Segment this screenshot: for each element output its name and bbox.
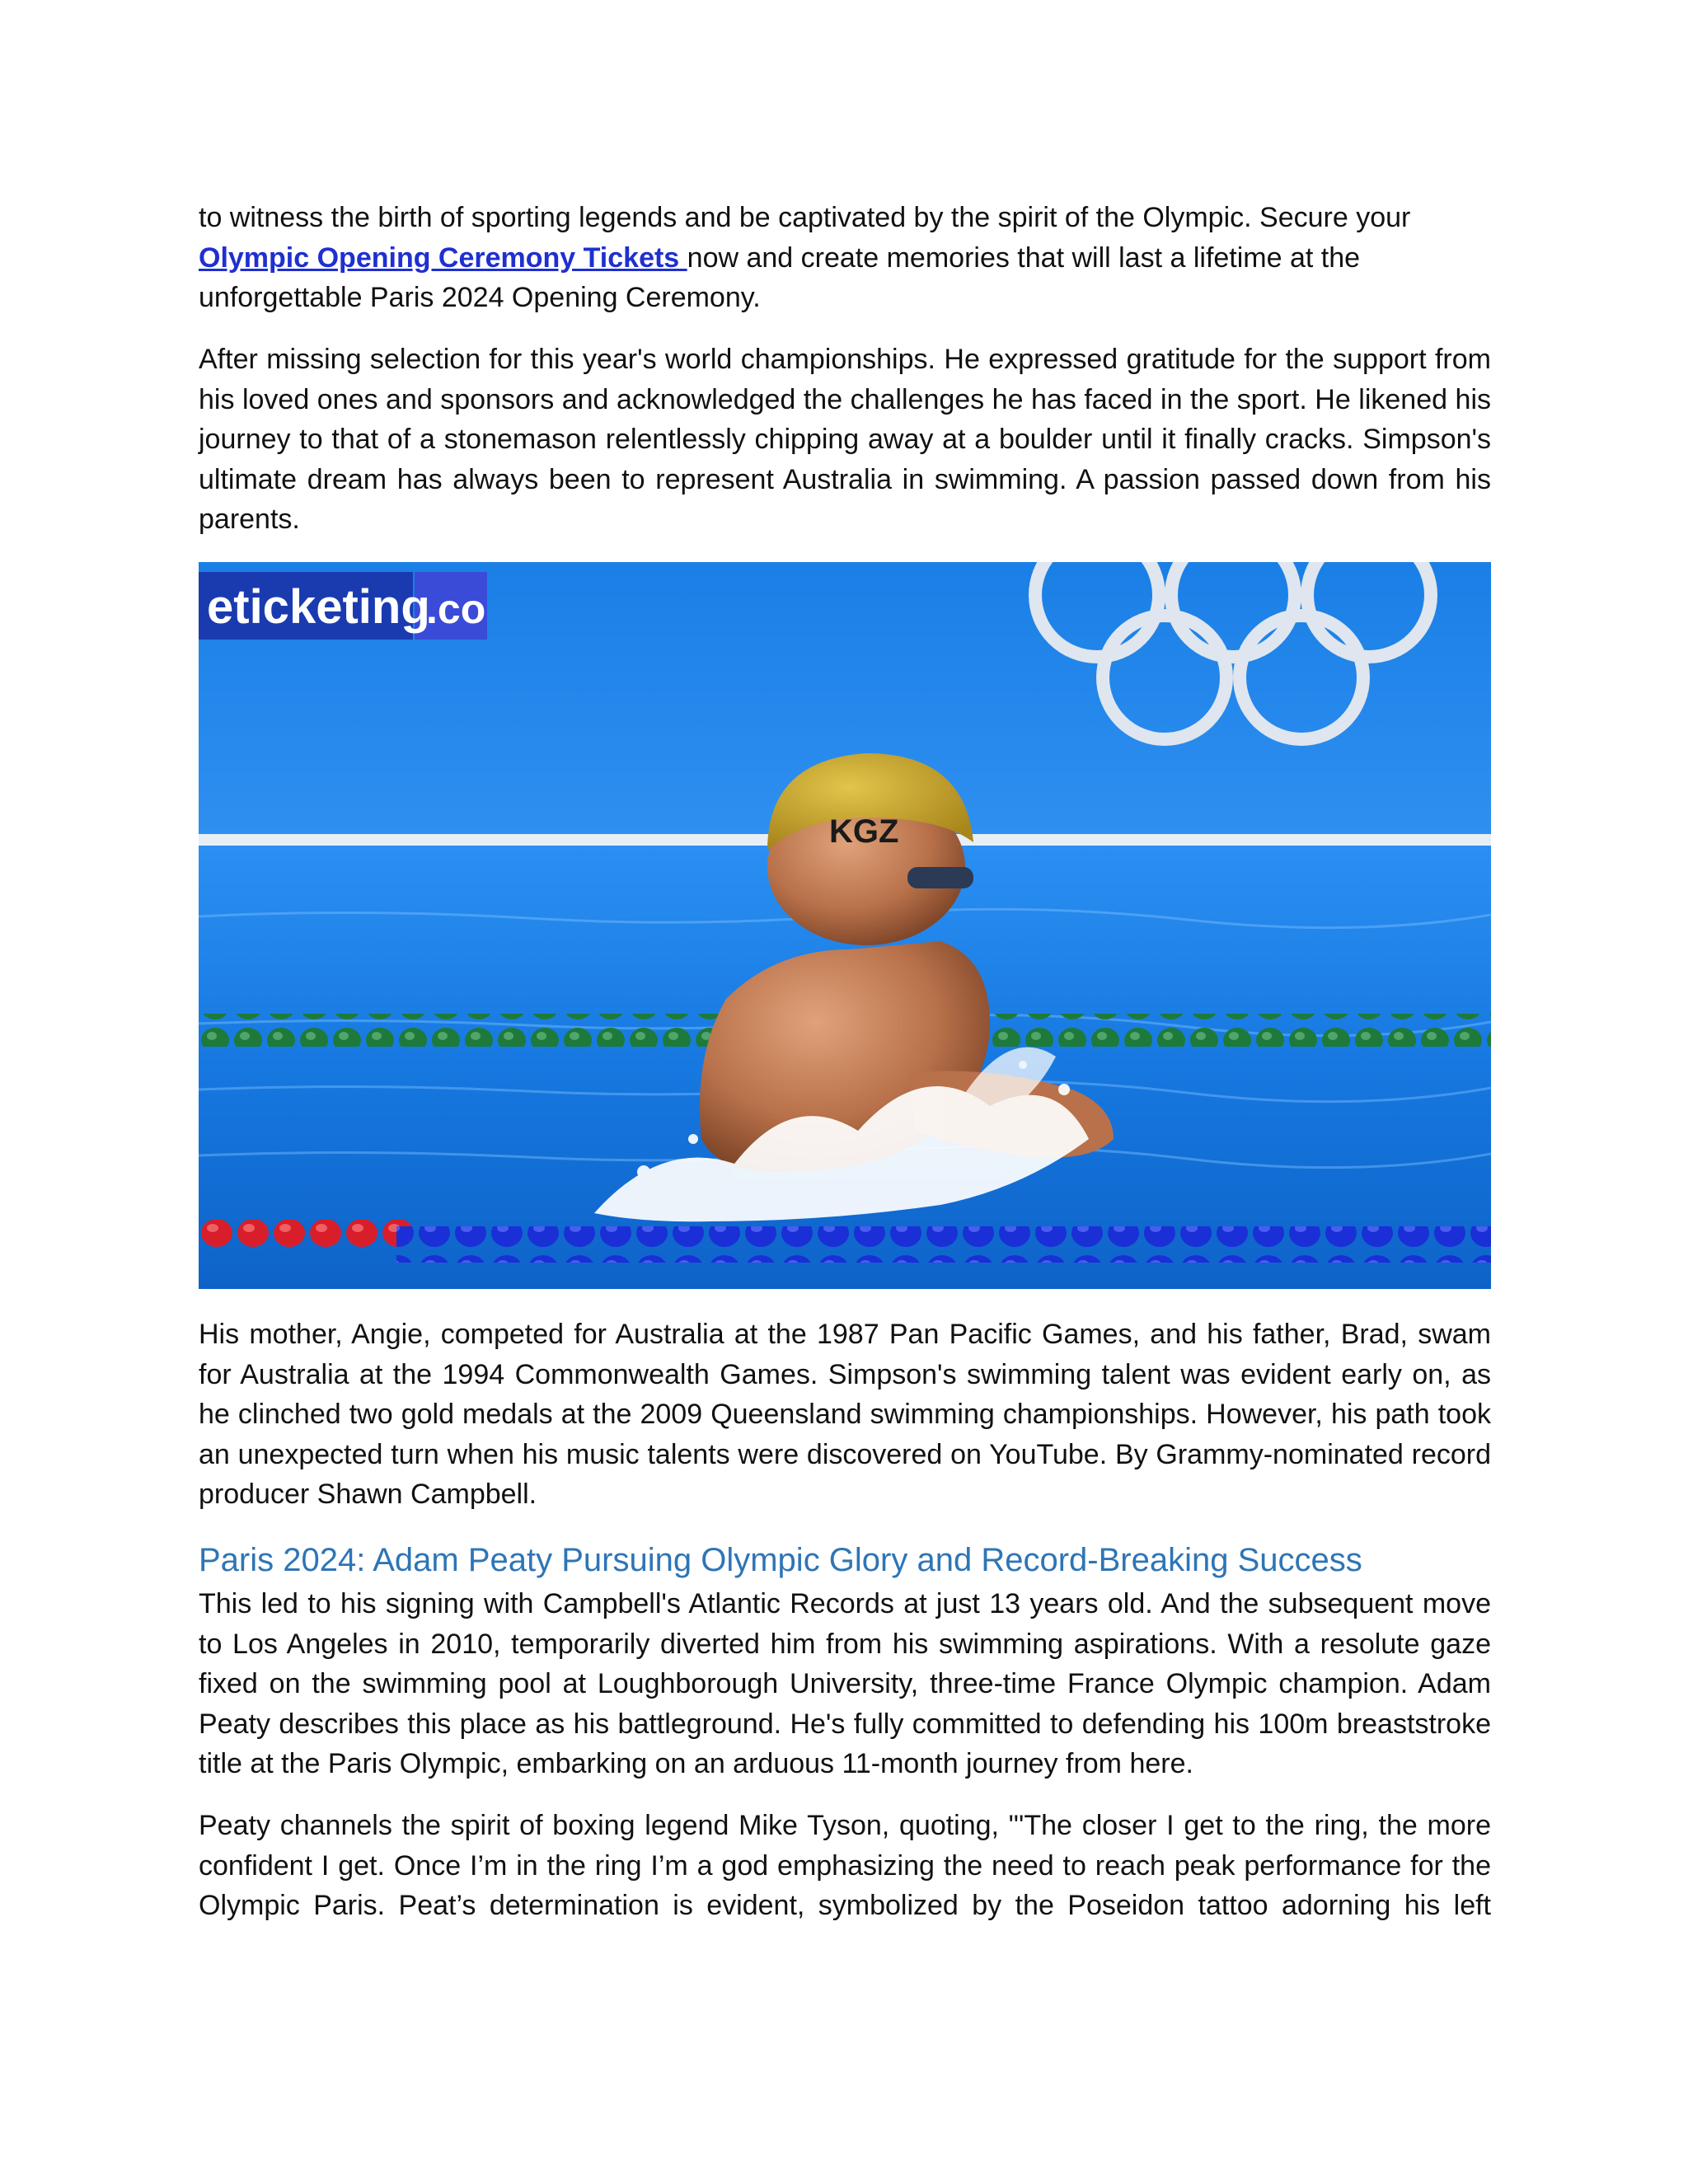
paragraph-text-after-link: now and create memories that will last a lifetime at the unforgettable Paris 2024 Opening Ceremony. [199,241,1361,313]
paragraph-text [199,198,1491,318]
paragraph-text: This led to his signing with Campbell's Atlantic Records at just 13 years old. And the subsequent move to Los Angeles in 2010, temporarily diverted him from his swimming aspirations. With a resolute gaze fixed on the swimming pool at Loughborough University, three-time France Olympic champion. Adam Peaty describes this place as his battleground. He's fully committed to defending his 100m breaststroke title at the Paris Olympic, embarking on an arduous 11-month journey from here. [199,1588,1491,1779]
paragraph-text: Peaty channels the spirit of boxing legend Mike Tyson, quoting, "'The closer I get to the ring, the more confident I get. Once I’m in the ring I’m a god emphasizing the need to reach peak performance for the Olympic Paris. Peat’s determination is evident, symbolized by the Poseidon tattoo adorning his left [199,1810,1491,1921]
paragraph-text-before-link: to witness the birth of sporting legends and be captivated by the spirit of the Olympic. Secure your [199,202,1411,233]
logo-suffix: .co [426,586,486,632]
lane-rope-blue [396,1226,1491,1263]
swimmer-photo [199,562,1491,1289]
paragraph-intro [199,198,1491,318]
paragraph-text: His mother, Angie, competed for Australia at the 1987 Pan Pacific Games, and his father, Brad, swam for Australia at the 1994 Commonwealth Games. Simpson's swimming talent was evident early on, as he clinched two gold medals at the 2009 Queensland swimming championships. However, his path took an unexpected turn when his music talents were discovered on YouTube. By Grammy-nominated record producer Shawn Campbell. [199,1319,1491,1510]
lane-rope-red [199,1220,413,1256]
paragraph-campbell [199,1584,1491,1784]
paragraph-selection [199,340,1491,540]
section-heading [199,1540,1491,1581]
cap-text: KGZ [829,813,899,850]
olympic-tickets-link[interactable]: Olympic Opening Ceremony Tickets [199,241,687,274]
eticketing-logo [199,572,487,640]
paragraph-text: After missing selection for this year's world championships. He expressed gratitude for the support from his loved ones and sponsors and acknowledged the challenges he has faced in the sport. He likened his journey to that of a stonemason relentlessly chipping away at a boulder until it finally cracks. Simpson's ultimate dream has always been to represent Australia in swimming. A passion passed down from his parents. [199,344,1491,535]
paragraph-tyson [199,1806,1491,1926]
logo-text: eticketing [207,580,430,634]
heading-text: Paris 2024: Adam Peaty Pursuing Olympic Glory and Record-Breaking Success [199,1542,1362,1578]
paragraph-family [199,1315,1491,1515]
